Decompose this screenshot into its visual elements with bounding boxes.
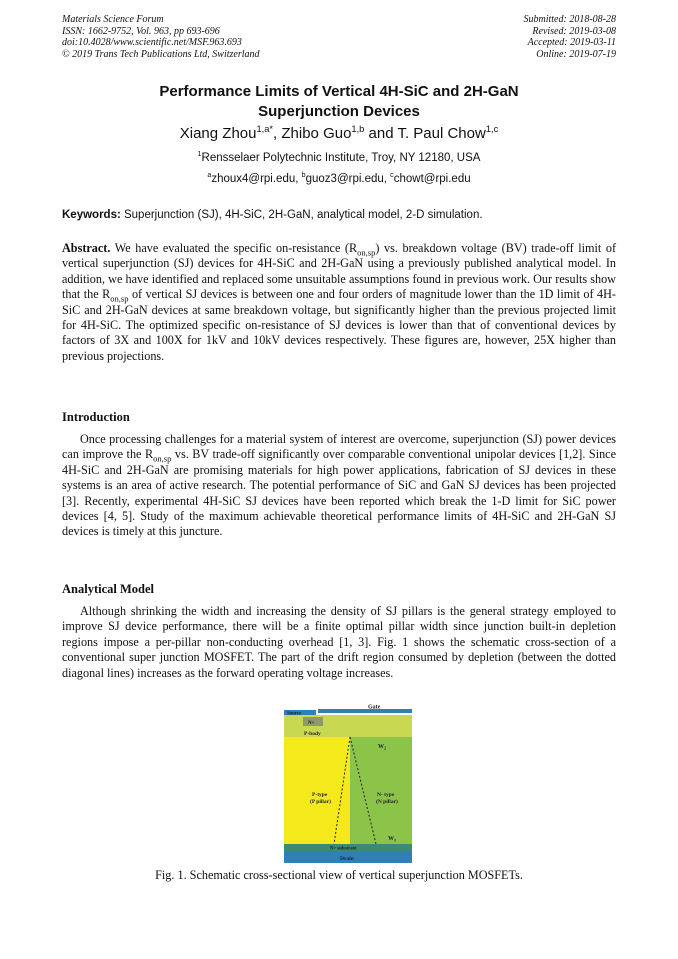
subscript: on,sp: [153, 453, 172, 464]
figure-1: [284, 703, 412, 863]
section-heading-introduction: Introduction: [62, 410, 130, 424]
author-superscript: 1,a*: [256, 124, 274, 134]
date-online: Online: 2019-07-19: [536, 48, 616, 60]
analytical-model-paragraph: Although shrinking the width and increasing the density of SJ pillars is the general strategy employed to improve SJ device performance, there will be a finite optimal pillar width since junction built-in depletion regions impose a per-pillar non-conducting overhead [1, 3]. Fig. 1 shows the schematic cross-section of a conventional super junction MOSFET. The part of the drift region consumed by depletion (between the dotted diagonal lines) increases as the forward operating voltage increases.: [62, 604, 616, 680]
n-type-label: N- type: [377, 792, 395, 798]
subscript: on,sp: [357, 247, 376, 258]
email-link[interactable]: zhoux4@rpi.edu,: [211, 173, 302, 185]
w1-label: [388, 836, 396, 843]
w2-subscript: 2: [384, 745, 386, 751]
date-revised: Revised: 2019-03-08: [532, 25, 616, 37]
abstract-text: ) vs. breakdown voltage (BV) trade-off limit of vertical superjunction (SJ) devices for 4H-SiC and 2H-GaN using a previously published analytical model. In addition, we have identified and replaced some unsuitable assumptions found in previous work. Our results show that the R: [62, 241, 616, 302]
journal-copyright: © 2019 Trans Tech Publications Ltd, Switzerland: [62, 48, 260, 60]
abstract-paragraph: [62, 241, 616, 364]
author-name: T. Paul Chow: [397, 125, 486, 142]
n-pillar-region: [350, 737, 412, 844]
w1-subscript: 1: [394, 837, 396, 843]
author-emails: [62, 172, 616, 186]
section-heading-analytical-model: Analytical Model: [62, 582, 155, 596]
keywords-text: Superjunction (SJ), 4H-SiC, 2H-GaN, analytical model, 2-D simulation.: [120, 209, 483, 221]
affiliation: [62, 151, 616, 165]
author-superscript: 1,c: [485, 124, 499, 134]
date-accepted: Accepted: 2019-03-11: [527, 37, 616, 49]
source-label: Source: [287, 711, 302, 717]
substrate-label: N+ substrate: [330, 846, 357, 852]
keywords-label: Keywords:: [62, 209, 121, 221]
p-body-label: P-body: [304, 731, 321, 737]
affiliation-text: Rensselaer Polytechnic Institute, Troy, NY 12180, USA: [201, 152, 481, 164]
paper-title-line-1: Performance Limits of Vertical 4H-SiC and 2H-GaN: [159, 83, 519, 100]
n-pillar-label: (N pillar): [376, 799, 398, 805]
email-link[interactable]: chowt@rpi.edu: [393, 173, 471, 185]
email-superscript: c: [390, 171, 394, 180]
author-list: [62, 124, 616, 144]
affiliation-superscript: 1: [197, 150, 202, 159]
p-pillar-label: (P pillar): [310, 799, 331, 805]
email-link[interactable]: guoz3@rpi.edu,: [305, 173, 391, 185]
abstract-label: Abstract.: [62, 241, 111, 255]
author-name: Zhibo Guo: [281, 125, 352, 142]
w1-main: W: [388, 836, 394, 842]
p-pillar-region: [284, 737, 350, 844]
journal-name: Materials Science Forum: [62, 14, 164, 25]
author-separator: and: [364, 125, 398, 142]
keywords: [62, 208, 616, 222]
journal-issn: ISSN: 1662-9752, Vol. 963, pp 693-696: [62, 25, 220, 37]
journal-header: [62, 14, 260, 60]
abstract-text: We have evaluated the specific on-resistance (R: [110, 241, 358, 255]
w2-label: [378, 744, 386, 751]
introduction-paragraph: [62, 432, 616, 540]
drain-label: Drain: [340, 856, 354, 862]
abstract-text: of vertical SJ devices is between one and four orders of magnitude lower than the 1D limit of 4H-SiC and 2H-GaN devices at same breakdown voltage, but significantly higher than the previous projected limit for 4H-SiC. The optimized specific on-resistance of SJ devices is lower than that of conventional devices by factors of 3X and 100X for 1kV and 10kV devices respectively. These figures are, however, 25X higher than previous projections.: [62, 287, 616, 363]
gate-metal: [318, 709, 412, 713]
author-separator: ,: [273, 125, 282, 142]
w2-main: W: [378, 744, 384, 750]
publication-dates: [524, 14, 617, 60]
subscript: on,sp: [110, 293, 129, 304]
introduction-text: Once processing challenges for a material system of interest are overcome, superjunction (SJ) power devices can improve the R: [62, 432, 616, 462]
journal-doi: doi:10.4028/www.scientific.net/MSF.963.693: [62, 37, 242, 49]
date-submitted: Submitted: 2018-08-28: [523, 14, 616, 25]
email-superscript: b: [301, 171, 306, 180]
author-name: Xiang Zhou: [179, 125, 257, 142]
paper-title: [62, 82, 616, 121]
gate-label: Gate: [368, 704, 381, 711]
figure-1-caption: Fig. 1. Schematic cross-sectional view of vertical superjunction MOSFETs.: [155, 868, 523, 882]
sj-mosfet-diagram: [284, 703, 412, 863]
introduction-text: vs. BV trade-off significantly over comparable conventional unipolar devices [1,2]. Since 4H-SiC and 2H-GaN are promising materials for high power applications, fabrication of SJ devices in these systems is an area of active research. The potential performance of SiC and GaN SJ devices has been projected [3]. Recently, experimental 4H-SiC SJ devices have been reported which break the 1-D limit for SiC power devices [4, 5]. Study of the maximum achievable theoretical performance limits of 4H-SiC and 2H-GaN SJ devices is timely at this juncture.: [62, 447, 616, 539]
p-type-label: P-type: [312, 792, 328, 798]
email-superscript: a: [207, 171, 212, 180]
author-superscript: 1,b: [351, 124, 365, 134]
n-plus-label: N+: [308, 721, 315, 726]
paper-title-line-2: Superjunction Devices: [258, 102, 420, 120]
